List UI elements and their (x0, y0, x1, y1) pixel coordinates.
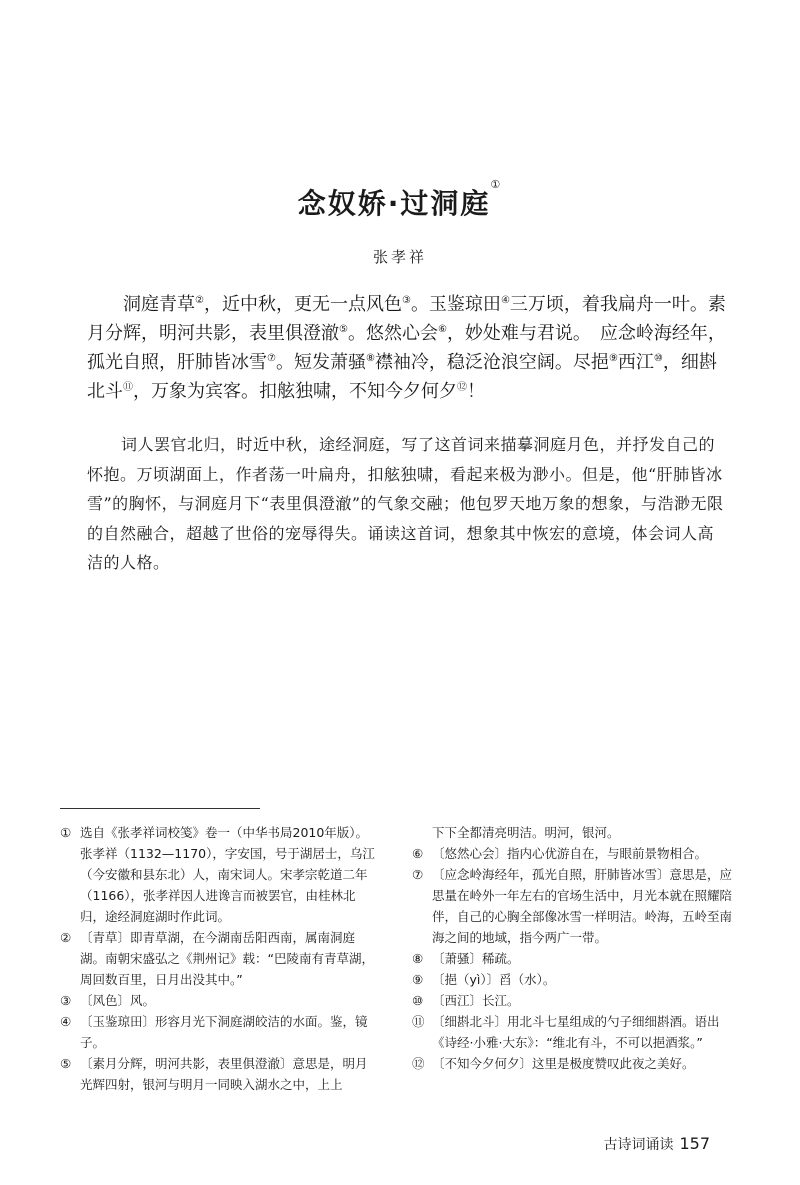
footnote-text: 〔应念岭海经年，孤光自照，肝肺皆冰雪〕意思是，应思量在岭外一年左右的官场生活中，月光本就在照耀陪伴，自己的心胸全部像冰雪一样明洁。岭海，五岭至南海之间的地域，指今两广一带。 (432, 867, 733, 945)
footnote (60, 1011, 375, 1053)
footnote-number: ⑤ (60, 1056, 72, 1071)
footnote-number: ④ (60, 1014, 72, 1029)
footnotes-right (412, 822, 742, 1074)
footnote-number: ③ (60, 993, 72, 1008)
poem-segment: 西江 (617, 352, 654, 373)
footnote-continuation (412, 822, 742, 843)
note-ref: ⑧ (365, 353, 375, 364)
footnote (412, 948, 742, 969)
poem-text (87, 290, 727, 406)
note-ref: ⑨ (608, 353, 618, 364)
footnotes-left (60, 822, 375, 1095)
page-footer (603, 1134, 710, 1154)
note-ref: ⑥ (437, 324, 447, 335)
author: 张孝祥 (372, 248, 427, 266)
poem-segment: ，妙处难与君说。 应念岭海经年，孤光自照，肝肺皆冰雪 (87, 323, 726, 373)
footnote-text: 〔风色〕风。 (80, 993, 156, 1008)
footnote-number: ⑩ (412, 993, 424, 1008)
footnote (60, 990, 375, 1011)
note-ref: ⑤ (339, 324, 348, 335)
page-number: 157 (679, 1134, 710, 1153)
poem-segment: ，近中秋，更无一点风色 (203, 294, 402, 315)
poem-segment: 洞庭青草 (123, 294, 195, 315)
footnote-text: 〔不知今夕何夕〕这里是极度赞叹此夜之美好。 (432, 1056, 695, 1071)
footnote (60, 1053, 375, 1095)
footnote (412, 969, 742, 990)
footnote-text: 〔素月分辉，明河共影，表里俱澄澈〕意思是，明月光辉四射，银河与明月一同映入湖水之中，上上 (80, 1056, 368, 1092)
footnote-number: ① (60, 825, 72, 840)
note-ref: ⑫ (457, 382, 467, 393)
poem-segment: 三万顷，着我扁舟一叶。素月分辉，明河共影，表里俱澄澈 (87, 294, 726, 344)
footnote-number: ⑦ (412, 867, 424, 882)
footnote-text: 〔细斟北斗〕用北斗七星组成的勺子细细斟酒。语出《诗经·小雅·大东》：“维北有斗，不可以挹酒浆。” (432, 1014, 720, 1050)
commentary-paragraph: 词人罢官北归，时近中秋，途经洞庭，写了这首词来描摹洞庭月色，并抒发自己的怀抱。万顷湖面上，作者荡一叶扁舟，扣舷独啸，看起来极为渺小。但是，他“肝肺皆冰雪”的胸怀，与洞庭月下“表里俱澄澈”的气象交融；他包罗天地万象的想象，与浩渺无限的自然融合，超越了世俗的宠辱得失。诵读这首词，想象其中恢宏的意境，体会词人高洁的人格。 (87, 435, 724, 572)
footnote-text: 〔萧骚〕稀疏。 (432, 951, 520, 966)
footnote-text: 选自《张孝祥词校笺》卷一（中华书局2010年版）。张孝祥（1132—1170），字安国，号于湖居士，乌江（今安徽和县东北）人，南宋词人。宋孝宗乾道二年（1166），张孝祥因人进谗言而被罢官，由桂林北归，途经洞庭湖时作此词。 (80, 825, 375, 924)
footnote (412, 1011, 742, 1053)
footnote-number: ⑧ (412, 951, 424, 966)
poem-segment: 。玉鉴琼田 (410, 294, 501, 315)
footnote-text: 〔玉鉴琼田〕形容月光下洞庭湖皎洁的水面。鉴，镜子。 (80, 1014, 368, 1050)
poem-title (0, 178, 800, 222)
poem-segment: 。悠然心会 (347, 323, 438, 344)
footnote-divider (60, 808, 260, 809)
footnote (60, 927, 375, 990)
poem-segment: 。短发萧骚 (275, 352, 366, 373)
footnote (60, 822, 375, 927)
footnote-number: ⑫ (412, 1056, 425, 1071)
note-ref: ⑦ (267, 353, 276, 364)
note-ref: ④ (500, 295, 510, 306)
poem-segment: ！ (467, 381, 485, 402)
title-note-ref: ① (490, 178, 503, 191)
footnote-text: 〔西江〕长江。 (432, 993, 520, 1008)
footnote (412, 1053, 742, 1074)
footnote-number: ⑥ (412, 846, 424, 861)
note-ref: ③ (401, 295, 411, 306)
footnote-text: 〔青草〕即青草湖，在今湖南岳阳西南，属南洞庭湖。南朝宋盛弘之《荆州记》载：“巴陵南有青草湖，周回数百里，日月出没其中。” (80, 930, 374, 987)
footnote-number: ② (60, 930, 72, 945)
poem-segment: 襟袖冷，稳泛沧浪空阔。尽挹 (374, 352, 609, 373)
title-text: 念奴娇·过洞庭 (297, 187, 491, 220)
section-name: 古诗词诵读 (603, 1137, 674, 1153)
poem-segment: ，万象为宾客。扣舷独啸，不知今夕何夕 (133, 381, 457, 402)
note-ref: ② (195, 295, 204, 306)
footnote (412, 864, 742, 948)
footnote-text: 下下全都清亮明洁。明河，银河。 (432, 825, 620, 840)
poem-segment: ，细斟北斗 (87, 352, 717, 402)
footnote-text: 〔挹（yì）〕舀（水）。 (432, 972, 556, 987)
footnote (412, 990, 742, 1011)
footnote-number: ⑨ (412, 972, 424, 987)
note-ref: ⑩ (653, 353, 663, 364)
note-ref: ⑪ (123, 382, 133, 393)
footnote-number: ⑪ (412, 1014, 425, 1029)
footnote-text: 〔悠然心会〕指内心优游自在，与眼前景物相合。 (432, 846, 708, 861)
footnote (412, 843, 742, 864)
